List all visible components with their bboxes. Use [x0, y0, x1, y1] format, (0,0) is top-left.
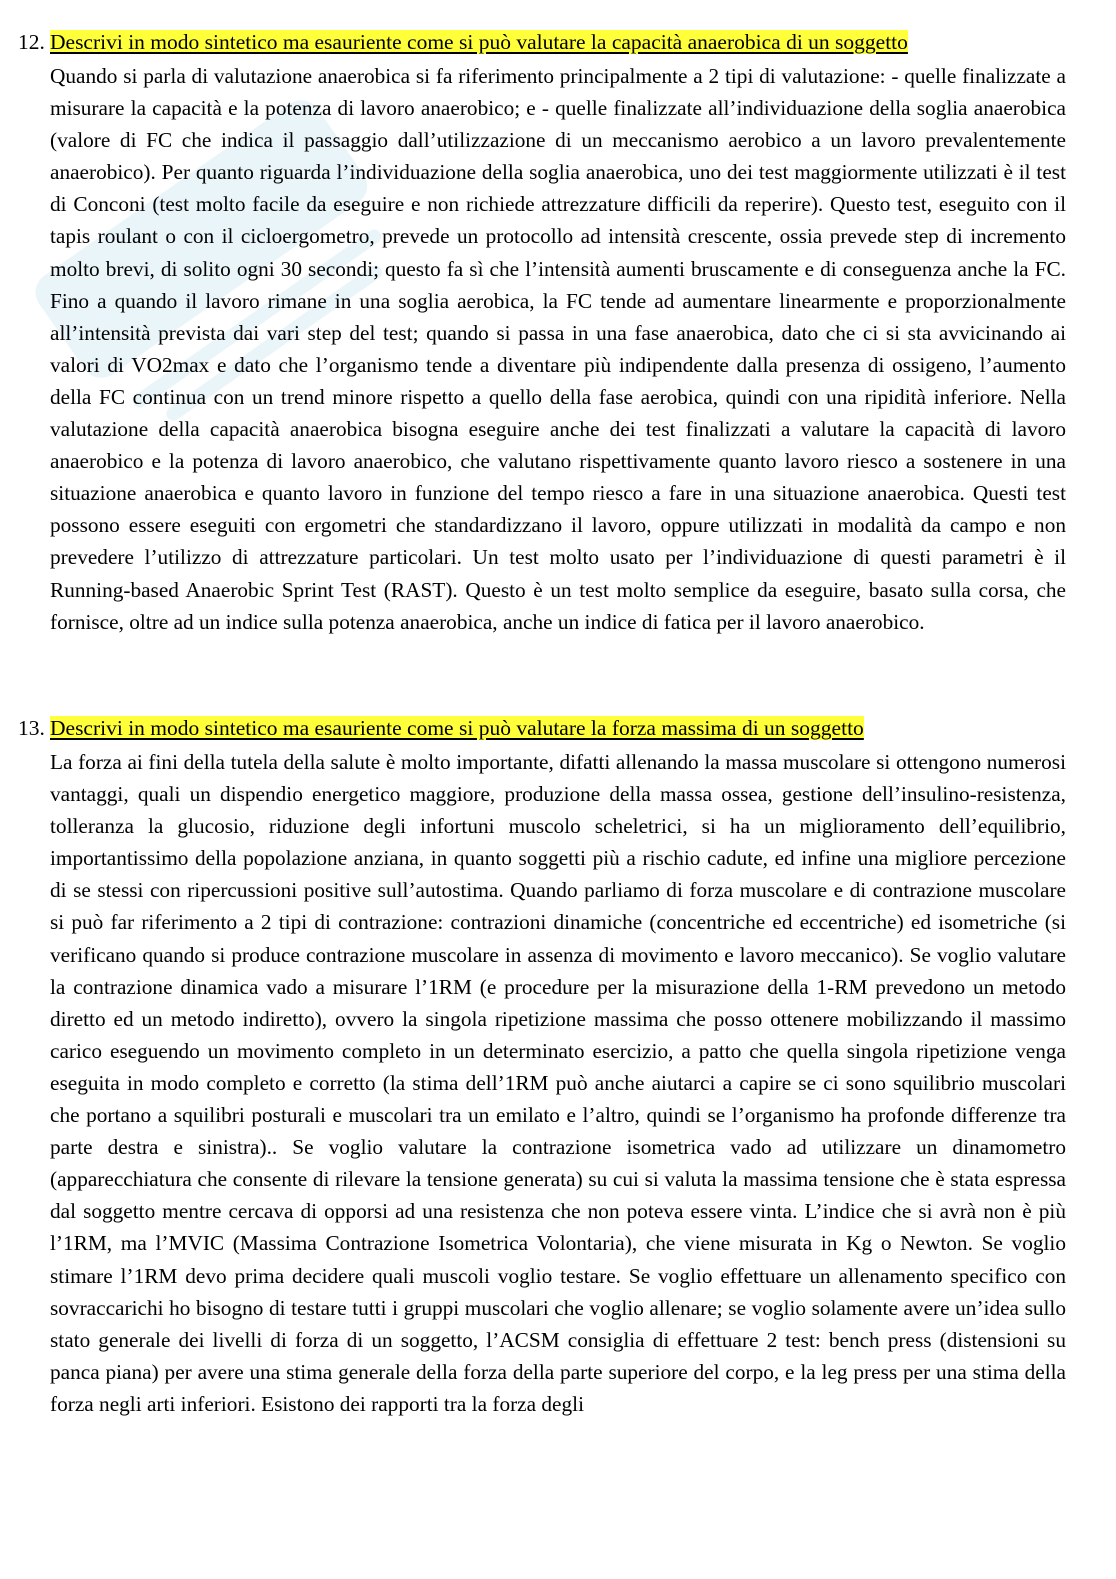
question-title: Descrivi in modo sintetico ma esauriente come si può valutare la forza massima di un soggetto: [50, 716, 864, 740]
question-13-answer: La forza ai fini della tutela della salute è molto importante, difatti allenando la massa muscolare si ottengono numerosi vantaggi, quali un dispendio energetico maggiore, produzione della massa ossea, gestione dell’insulino-resistenza, tolleranza la glucosio, riduzione degli infortuni muscolo scheletrici, si ha un miglioramento dell’equilibrio, importantissimo della popolazione anziana, in quanto soggetti più a rischio cadute, ed infine una migliore percezione di se stessi con ripercussioni positive sull’autostima. Quando parliamo di forza muscolare e di contrazione muscolare si può far riferimento a 2 tipi di contrazione: contrazioni dinamiche (concentriche ed eccentriche) ed isometriche (si verificano quando si produce contrazione muscolare in assenza di movimento e lavoro meccanico). Se voglio valutare la contrazione dinamica vado a misurare l’1RM (e procedure per la misurazione della 1-RM prevedono un metodo diretto ed un metodo indiretto), ovvero la singola ripetizione massima che posso ottenere mobilizzando il massimo carico eseguendo un movimento completo in un determinato esercizio, a patto che quella singola ripetizione venga eseguita in modo completo e corretto (la stima dell’1RM può anche aiutarci a capire se ci sono squilibrio muscolari che portano a squilibri posturali e muscolari tra un emilato e l’altro, quindi se l’organismo ha profonde differenze tra parte destra e sinistra).. Se voglio valutare la contrazione isometrica vado ad utilizzare un dinamometro (apparecchiatura che consente di rilevare la tensione generata) su cui si valuta la massima tensione che è stata espressa dal soggetto mentre cercava di opporsi ad una resistenza che non poteva essere vinta. L’indice che si avrà non è più l’1RM, ma l’MVIC (Massima Contrazione Isometrica Volontaria), che viene misurata in Kg o Newton. Se voglio stimare l’1RM devo prima decidere quali muscoli voglio testare. Se voglio effettuare un allenamento specifico con sovraccarichi ho bisogno di testare tutti i gruppi muscolari che voglio allenare; se voglio solamente avere un’idea sullo stato generale dei livelli di forza di un soggetto, l’ACSM consiglia di effettuare 2 test: bench press (distensioni su panca piana) per avere una stima generale della forza della parte superiore del corpo, e la leg press per una stima della forza negli arti inferiori. Esistono dei rapporti tra la forza degli: [50, 750, 1066, 1416]
question-13-heading: [18, 714, 864, 742]
question-12-answer: Quando si parla di valutazione anaerobica si fa riferimento principalmente a 2 tipi di valutazione: - quelle finalizzate a misurare la capacità e la potenza di lavoro anaerobico; e - quelle finalizzate all’individuazione della soglia anaerobica (valore di FC che indica il passaggio dall’utilizzazione di un meccanismo aerobico a un lavoro prevalentemente anaerobico). Per quanto riguarda l’individuazione della soglia anaerobica, uno dei test maggiormente utilizzati è il test di Conconi (test molto facile da eseguire e non richiede attrezzature difficili da reperire). Questo test, eseguito con il tapis roulant o con il cicloergometro, prevede un protocollo ad intensità crescente, ossia prevede step di incremento molto brevi, di solito ogni 30 secondi; questo fa sì che l’intensità aumenti bruscamente e di conseguenza anche la FC. Fino a quando il lavoro rimane in una soglia aerobica, la FC tende ad aumentare linearmente e proporzionalmente all’intensità prevista dai vari step del test; quando si passa in una fase anaerobica, dato che ci si sta avvicinando ai valori di VO2max e dato che l’organismo tende a diventare più indipendente dalla presenza di ossigeno, l’aumento della FC continua con un trend minore rispetto a quello della fase aerobica, quindi con una ripidità inferiore. Nella valutazione della capacità anaerobica bisogna eseguire anche dei test finalizzati a valutare la capacità di lavoro anaerobico e la potenza di lavoro anaerobico, che valutano rispettivamente quanto lavoro riesco a sostenere in una situazione anaerobica e quanto lavoro in funzione del tempo riesco a fare in una situazione anaerobica. Questi test possono essere eseguiti con ergometri che standardizzano il lavoro, oppure utilizzati in modalità da campo e non prevedere l’utilizzo di attrezzature particolari. Un test molto usato per l’individuazione di questi parametri è il Running-based Anaerobic Sprint Test (RAST). Questo è un test molto semplice da eseguire, basato sulla corsa, che fornisce, oltre ad un indice sulla potenza anaerobica, anche un indice di fatica per il lavoro anaerobico.: [50, 64, 1066, 634]
question-title: Descrivi in modo sintetico ma esauriente come si può valutare la capacità anaerobica di un soggetto: [50, 30, 908, 54]
question-12-heading: [18, 28, 908, 56]
question-number: 12.: [18, 30, 45, 54]
question-number: 13.: [18, 716, 45, 740]
